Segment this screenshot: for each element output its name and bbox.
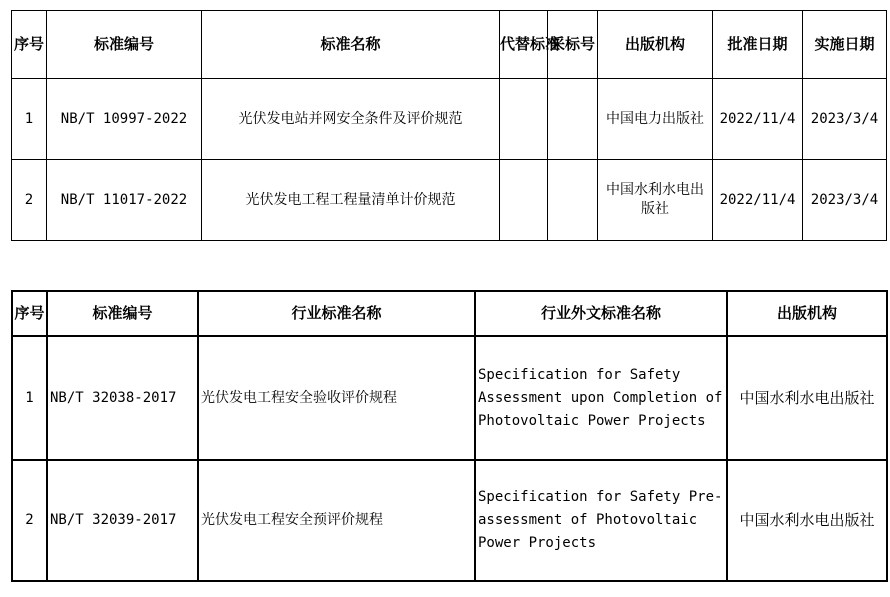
header-serial: 序号 <box>12 11 47 79</box>
cell-serial: 2 <box>12 460 47 581</box>
cell-serial: 2 <box>12 160 47 241</box>
cell-implementation-date: 2023/3/4 <box>803 79 887 160</box>
cell-standard-number: NB/T 32039-2017 <box>47 460 198 581</box>
cell-standard-number: NB/T 11017-2022 <box>47 160 202 241</box>
table-row <box>12 336 887 460</box>
cell-standard-number: NB/T 10997-2022 <box>47 79 202 160</box>
cell-publisher: 中国水利水电出版社 <box>727 336 887 460</box>
cell-standard-number: NB/T 32038-2017 <box>47 336 198 460</box>
cell-foreign-standard-name: Specification for Safety Assessment upon Completion of Photovoltaic Power Projects <box>475 336 727 460</box>
header-publisher: 出版机构 <box>598 11 713 79</box>
table-header-row <box>12 291 887 336</box>
cell-serial: 1 <box>12 79 47 160</box>
cell-approval-date: 2022/11/4 <box>713 79 803 160</box>
header-standard-number: 标准编号 <box>47 11 202 79</box>
cell-foreign-standard-name: Specification for Safety Pre-assessment of Photovoltaic Power Projects <box>475 460 727 581</box>
header-industry-standard-name: 行业标准名称 <box>198 291 475 336</box>
header-foreign-standard-name: 行业外文标准名称 <box>475 291 727 336</box>
header-implementation-date: 实施日期 <box>803 11 887 79</box>
cell-adopted-number <box>548 79 598 160</box>
cell-publisher: 中国电力出版社 <box>598 79 713 160</box>
cell-publisher: 中国水利水电出版社 <box>727 460 887 581</box>
cell-industry-standard-name: 光伏发电工程安全验收评价规程 <box>198 336 475 460</box>
cell-serial: 1 <box>12 336 47 460</box>
table-header-row <box>12 11 887 79</box>
table-row <box>12 460 887 581</box>
header-standard-name: 标准名称 <box>202 11 500 79</box>
cell-industry-standard-name: 光伏发电工程安全预评价规程 <box>198 460 475 581</box>
header-serial: 序号 <box>12 291 47 336</box>
standards-table-2 <box>11 290 888 582</box>
cell-adopted-number <box>548 160 598 241</box>
cell-replaced-standard <box>500 79 548 160</box>
header-replaced-standard: 代替标准 <box>500 11 548 79</box>
header-publisher: 出版机构 <box>727 291 887 336</box>
cell-implementation-date: 2023/3/4 <box>803 160 887 241</box>
standards-table-1 <box>11 10 887 241</box>
cell-publisher: 中国水利水电出版社 <box>598 160 713 241</box>
header-adopted-number: 采标号 <box>548 11 598 79</box>
cell-approval-date: 2022/11/4 <box>713 160 803 241</box>
header-standard-number: 标准编号 <box>47 291 198 336</box>
header-approval-date: 批准日期 <box>713 11 803 79</box>
cell-standard-name: 光伏发电站并网安全条件及评价规范 <box>202 79 500 160</box>
table-row <box>12 79 887 160</box>
cell-replaced-standard <box>500 160 548 241</box>
cell-standard-name: 光伏发电工程工程量清单计价规范 <box>202 160 500 241</box>
table-row <box>12 160 887 241</box>
